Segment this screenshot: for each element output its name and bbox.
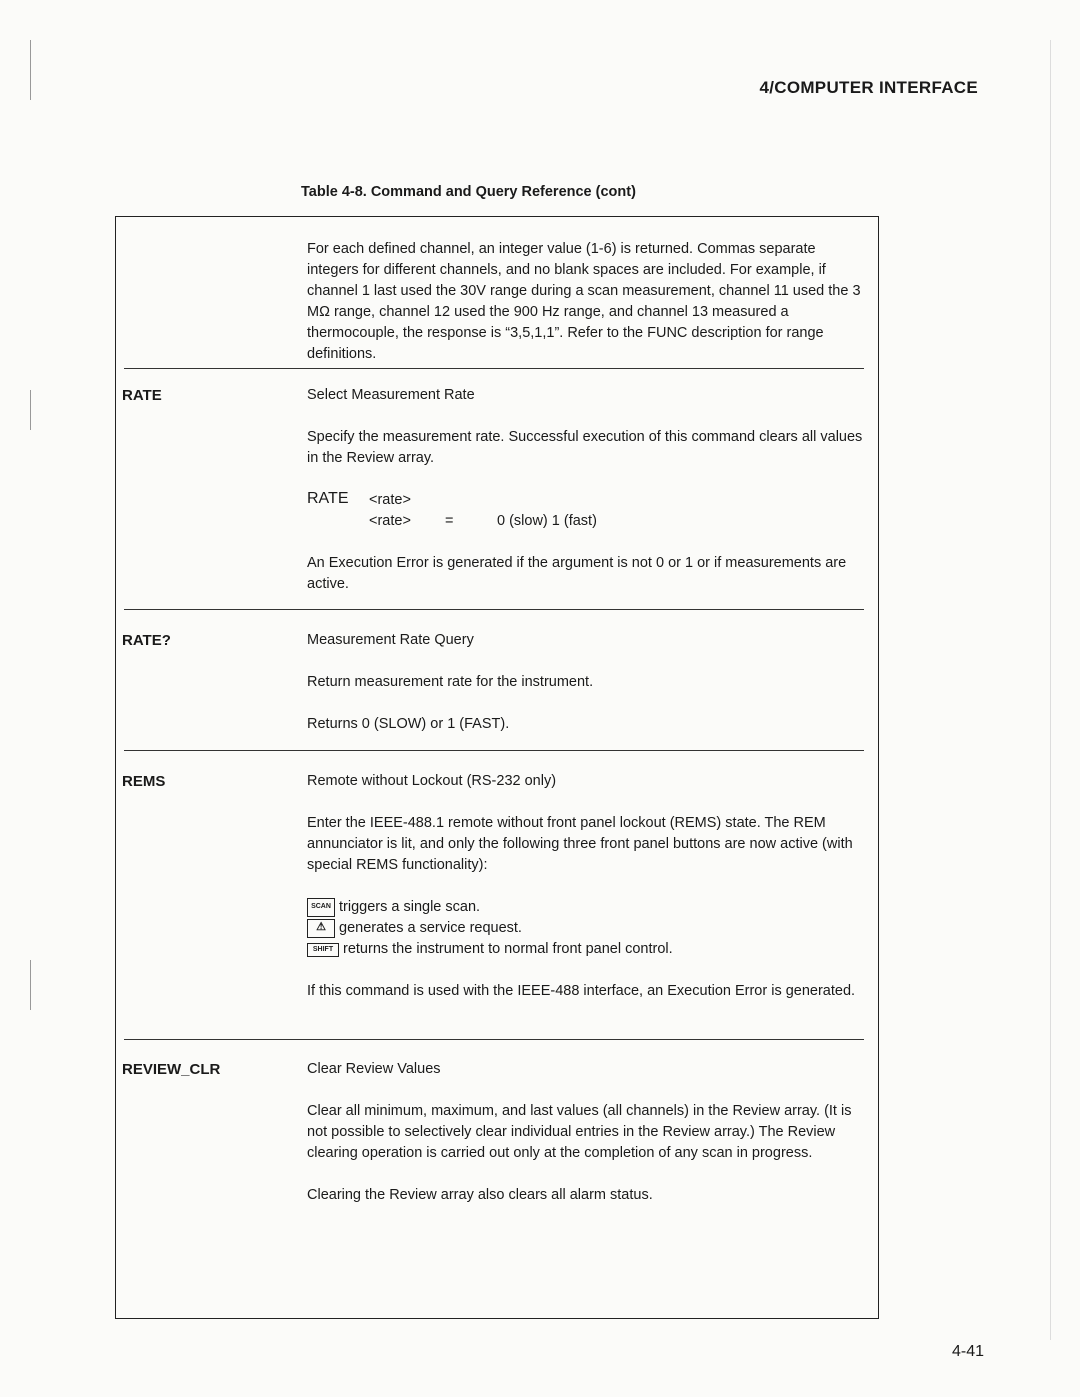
margin-mark — [30, 40, 31, 100]
margin-mark — [30, 390, 31, 430]
key-description: generates a service request. — [339, 920, 522, 936]
command-error: An Execution Error is generated if the argument is not 0 or 1 or if measurements are active. — [307, 555, 847, 592]
command-note: Clearing the Review array also clears all alarm status. — [307, 1187, 653, 1203]
section-header: 4/COMPUTER INTERFACE — [759, 78, 978, 97]
command-name: RATE? — [122, 632, 171, 649]
syntax-argument: <rate> — [369, 492, 411, 508]
syntax-keyword: RATE — [307, 490, 349, 507]
command-name: REMS — [122, 773, 166, 790]
command-body: Specify the measurement rate. Successful execution of this command clears all values in the Review array. — [307, 429, 863, 466]
command-name: REVIEW_CLR — [122, 1061, 221, 1078]
syntax-values: 0 (slow) 1 (fast) — [497, 513, 597, 529]
command-description — [307, 630, 867, 735]
command-returns: Returns 0 (SLOW) or 1 (FAST). — [307, 716, 510, 732]
command-description — [307, 771, 867, 1002]
key-line-scan — [307, 897, 867, 918]
command-error: If this command is used with the IEEE-488 interface, an Execution Error is generated. — [307, 983, 856, 999]
command-title: Measurement Rate Query — [307, 632, 474, 648]
table-caption: Table 4-8. Command and Query Reference (cont) — [301, 184, 636, 200]
continued-description — [307, 239, 867, 365]
command-body: Return measurement rate for the instrument. — [307, 674, 594, 690]
continued-text: For each defined channel, an integer value (1-6) is returned. Commas separate integers for different channels, and no blank spaces are included. For example, if channel 1 last used the 30V range during a scan measurement, channel 11 used the 3 MΩ range, channel 12 used the 900 Hz range, and channel 13 measured a thermocouple, the response is “3,5,1,1”. Refer to the FUNC description for range definitions. — [307, 241, 861, 362]
margin-mark — [1050, 40, 1051, 1340]
command-title: Remote without Lockout (RS-232 only) — [307, 773, 557, 789]
row-separator — [124, 750, 864, 751]
key-description: returns the instrument to normal front panel control. — [343, 941, 673, 957]
row-separator — [124, 1039, 864, 1040]
margin-mark — [30, 960, 31, 1010]
row-separator — [124, 368, 864, 369]
command-title: Clear Review Values — [307, 1061, 441, 1077]
key-line-srq — [307, 918, 867, 939]
key-description: triggers a single scan. — [339, 899, 481, 915]
warning-key-icon: ⚠ — [307, 919, 335, 938]
command-title: Select Measurement Rate — [307, 387, 475, 403]
command-reference-table — [115, 216, 879, 1319]
command-description — [307, 385, 867, 595]
command-body: Enter the IEEE-488.1 remote without front panel lockout (REMS) state. The REM annunciator is lit, and only the following three front panel buttons are now active (with special REMS functionality): — [307, 815, 853, 873]
syntax-argument-def: <rate> — [369, 513, 411, 529]
key-line-shift — [307, 939, 867, 960]
row-separator — [124, 609, 864, 610]
shift-key-icon: SHIFT — [307, 943, 339, 957]
scan-key-icon: SCAN — [307, 898, 335, 917]
command-description — [307, 1059, 867, 1206]
syntax-equals: = — [445, 513, 454, 529]
page-number: 4-41 — [951, 1343, 984, 1360]
command-syntax — [307, 490, 867, 532]
key-list — [307, 897, 867, 960]
command-body: Clear all minimum, maximum, and last values (all channels) in the Review array. (It is not possible to selectively clear individual entries in the Review array.) The Review clearing operation is carried out only at the completion of any scan in progress. — [307, 1103, 852, 1161]
command-name: RATE — [122, 387, 162, 404]
